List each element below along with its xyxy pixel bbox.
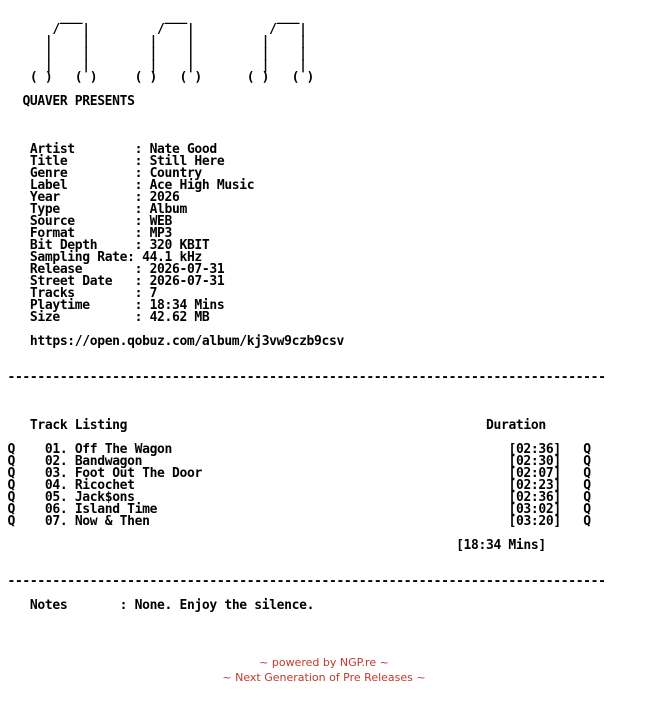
info-value: 44.1 kHz [142, 250, 202, 265]
info-key: Artist [29, 142, 128, 157]
row-marker-left: Q [0, 490, 15, 505]
notes-value: None. Enjoy the silence. [134, 598, 315, 613]
info-separator: : [127, 262, 150, 277]
gap [15, 514, 45, 529]
info-separator: : [127, 298, 150, 313]
info-key: Tracks [29, 286, 128, 301]
release-info [0, 144, 648, 324]
blank [0, 552, 648, 564]
info-key: Release [29, 262, 128, 277]
info-separator: : [127, 286, 150, 301]
row-marker-left: Q [0, 514, 15, 529]
gap [150, 514, 509, 529]
row-marker-left: Q [0, 478, 15, 493]
row-marker-left: Q [0, 442, 15, 457]
duration-heading: Duration [486, 418, 546, 433]
info-key: Playtime [29, 298, 128, 313]
presents-line [0, 96, 648, 108]
track-duration: [03:20] [508, 514, 561, 529]
track-list [0, 444, 648, 528]
info-key: Type [29, 202, 128, 217]
track-title: Now & Then [74, 514, 150, 529]
info-value: 320 KBIT [149, 238, 210, 253]
row-marker-right: Q [583, 442, 591, 457]
gap [67, 514, 74, 529]
info-row [0, 312, 648, 324]
track-duration: [03:02] [508, 502, 561, 517]
logo-art-line: | | | | | | [0, 58, 322, 73]
spacer [127, 418, 486, 433]
info-value: 2026-07-31 [149, 262, 225, 277]
row-marker-right: Q [583, 478, 591, 493]
blank [0, 396, 648, 408]
total-line [0, 540, 648, 552]
info-separator: : [127, 202, 150, 217]
info-indent [0, 310, 30, 325]
info-key: Year [29, 190, 128, 205]
gap [561, 514, 583, 529]
info-separator: : [127, 226, 150, 241]
tracklist-heading-text: Track Listing [29, 418, 128, 433]
info-key: Bit Depth [29, 238, 128, 253]
blank [0, 120, 648, 132]
url-line [0, 336, 648, 348]
track-duration: [02:23] [508, 478, 561, 493]
info-separator: : [127, 250, 143, 265]
track-number: 07. [44, 514, 68, 529]
notes-label: Notes [29, 598, 120, 613]
info-separator: : [127, 142, 150, 157]
info-separator: : [127, 238, 150, 253]
info-value: 2026 [149, 190, 180, 205]
blank [0, 348, 648, 360]
presents-title: QUAVER PRESENTS [22, 94, 135, 109]
divider: -------------------------------------------------------------------------------- [0, 574, 606, 589]
track-title: Off The Wagon [74, 442, 173, 457]
info-key: Source [29, 214, 128, 229]
spacer [0, 538, 456, 553]
track-duration: [02:07] [508, 466, 561, 481]
blank [0, 108, 648, 120]
logo-art-line: | | | | | | [0, 34, 322, 49]
track-duration: [02:30] [508, 454, 561, 469]
info-separator: : [127, 310, 150, 325]
info-value: Still Here [149, 154, 225, 169]
tracklist-heading [0, 418, 30, 433]
info-separator: : [127, 166, 150, 181]
footer-tagline: ~ Next Generation of Pre Releases ~ [222, 671, 426, 684]
indent [0, 94, 22, 109]
track-number: 06. [44, 502, 68, 517]
track-number: 02. [44, 454, 68, 469]
track-number: 04. [44, 478, 68, 493]
row-marker-right: Q [583, 502, 591, 517]
info-key: Title [29, 154, 128, 169]
logo-art-line: ( ) ( ) ( ) ( ) ( ) ( ) [0, 70, 322, 85]
notes-separator: : [119, 598, 135, 613]
footer [0, 655, 648, 685]
info-separator: : [127, 190, 150, 205]
info-key: Label [29, 178, 128, 193]
footer-powered-by: ~ powered by NGP.re ~ [259, 656, 389, 669]
track-title: Ricochet [74, 478, 135, 493]
track-number: 05. [44, 490, 68, 505]
row-marker-right: Q [583, 466, 591, 481]
info-value: Nate Good [149, 142, 217, 157]
row-marker-right: Q [583, 454, 591, 469]
info-value: Ace High Music [149, 178, 255, 193]
info-value: 42.62 MB [149, 310, 210, 325]
info-separator: : [127, 154, 150, 169]
info-key: Street Date [29, 274, 128, 289]
info-value: 2026-07-31 [149, 274, 225, 289]
info-value: WEB [149, 214, 172, 229]
track-row [0, 516, 648, 528]
tracklist-header [0, 420, 648, 432]
track-title: Bandwagon [74, 454, 143, 469]
row-marker-left: Q [0, 466, 15, 481]
divider: -------------------------------------------------------------------------------- [0, 370, 606, 385]
indent [0, 598, 30, 613]
row-marker-left: Q [0, 502, 15, 517]
track-duration: [02:36] [508, 442, 561, 457]
release-url[interactable]: https://open.qobuz.com/album/kj3vw9czb9csv [29, 334, 344, 349]
blank [0, 384, 648, 396]
notes-line [0, 600, 648, 612]
total-playtime: [18:34 Mins] [456, 538, 546, 553]
indent [0, 334, 30, 349]
track-title: Foot Out The Door [74, 466, 202, 481]
info-key: Genre [29, 166, 128, 181]
info-separator: : [127, 178, 150, 193]
info-value: 7 [149, 286, 158, 301]
info-value: Album [149, 202, 187, 217]
info-value: MP3 [149, 226, 172, 241]
info-key: Sampling Rate [29, 250, 128, 265]
track-title: Jack$ons [74, 490, 135, 505]
info-key: Format [29, 226, 128, 241]
track-number: 03. [44, 466, 68, 481]
info-separator: : [127, 214, 150, 229]
info-separator: : [127, 274, 150, 289]
info-value: Country [149, 166, 202, 181]
track-number: 01. [44, 442, 68, 457]
row-marker-right: Q [583, 514, 591, 529]
row-marker-left: Q [0, 454, 15, 469]
logo-art-line: | | | | | | [0, 46, 322, 61]
info-value: 18:34 Mins [149, 298, 225, 313]
info-key: Size [29, 310, 128, 325]
logo-art-line: / | / | / | [0, 22, 322, 37]
track-title: Island Time [74, 502, 158, 517]
row-marker-right: Q [583, 490, 591, 505]
logo-art-line: ___ ___ ___ [0, 10, 322, 25]
track-duration: [02:36] [508, 490, 561, 505]
